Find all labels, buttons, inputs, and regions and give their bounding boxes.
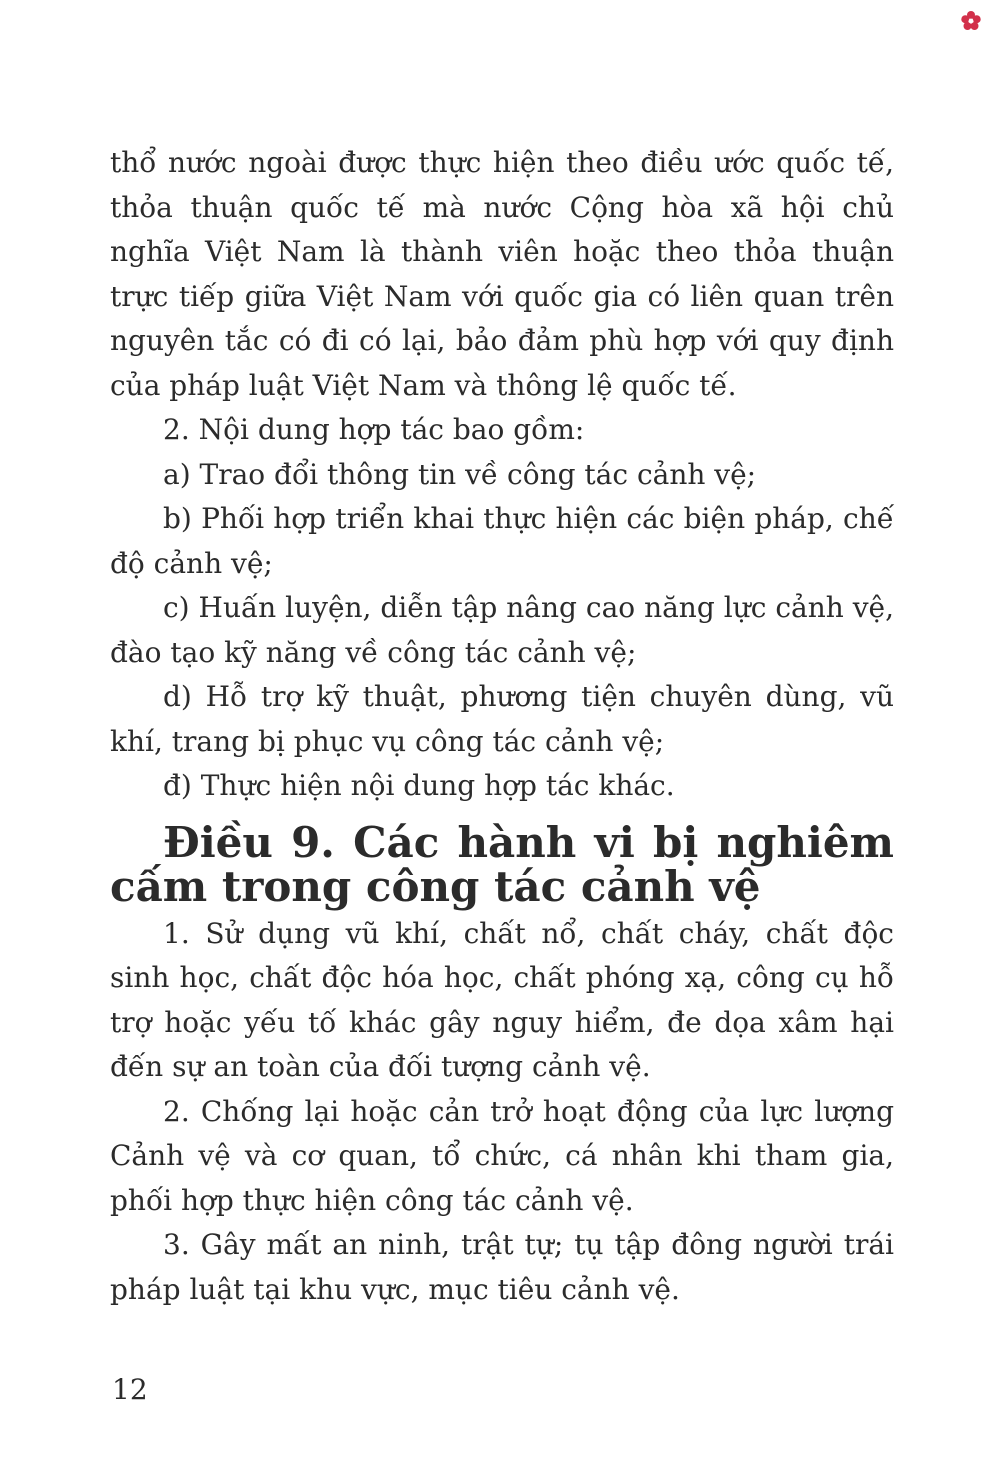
flower-icon — [960, 10, 982, 32]
clause-2-item-d: d) Hỗ trợ kỹ thuật, phương tiện chuyên dùng, vũ khí, trang bị phục vụ công tác cảnh vệ; — [110, 680, 894, 758]
clause-2-item-b: b) Phối hợp triển khai thực hiện các biện pháp, chế độ cảnh vệ; — [110, 502, 894, 580]
article-9-clause-1: 1. Sử dụng vũ khí, chất nổ, chất cháy, chất độc sinh học, chất độc hóa học, chất phóng xạ, công cụ hỗ trợ hoặc yếu tố khác gây nguy hiểm, đe dọa xâm hại đến sự an toàn của đối tượng cảnh vệ. — [110, 916, 894, 1083]
page-body — [110, 141, 894, 1312]
clause-2-item-c: c) Huấn luyện, diễn tập nâng cao năng lực cảnh vệ, đào tạo kỹ năng về công tác cảnh vệ; — [110, 591, 894, 669]
page-number: 12 — [112, 1373, 148, 1406]
article-9-clause-2: 2. Chống lại hoặc cản trở hoạt động của lực lượng Cảnh vệ và cơ quan, tổ chức, cá nhân khi tham gia, phối hợp thực hiện công tác cảnh vệ. — [110, 1094, 894, 1217]
clause-2-item-dd: đ) Thực hiện nội dung hợp tác khác. — [163, 769, 675, 802]
clause-2-intro: 2. Nội dung hợp tác bao gồm: — [163, 413, 585, 446]
continuation-paragraph: thổ nước ngoài được thực hiện theo điều ước quốc tế, thỏa thuận quốc tế mà nước Cộng hòa xã hội chủ nghĩa Việt Nam là thành viên hoặc theo thỏa thuận trực tiếp giữa Việt Nam với quốc gia có liên quan trên nguyên tắc có đi có lại, bảo đảm phù hợp với quy định của pháp luật Việt Nam và thông lệ quốc tế. — [110, 146, 894, 402]
clause-2-item-a: a) Trao đổi thông tin về công tác cảnh vệ; — [163, 457, 757, 491]
article-9-heading: Điều 9. Các hành vi bị nghiêm cấm trong công tác cảnh vệ — [110, 817, 894, 911]
article-9-clause-3: 3. Gây mất an ninh, trật tự; tụ tập đông người trái pháp luật tại khu vực, mục tiêu cảnh vệ. — [110, 1228, 894, 1306]
